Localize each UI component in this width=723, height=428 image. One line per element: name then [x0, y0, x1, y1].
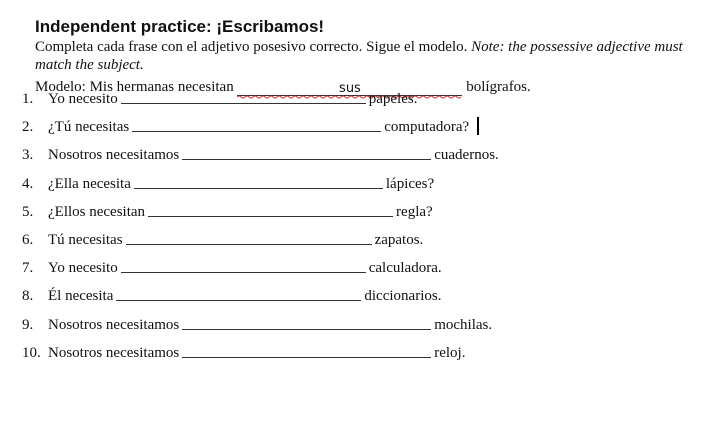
answer-blank[interactable] — [121, 258, 366, 273]
item-number: 8. — [22, 288, 34, 305]
model-answer: sus — [339, 81, 361, 96]
worksheet — [35, 16, 715, 97]
item-ending: regla? — [396, 203, 433, 220]
item-prompt: Yo necesito — [48, 91, 118, 107]
exercise-item — [22, 343, 499, 371]
exercise-item — [22, 145, 499, 173]
item-number: 6. — [22, 231, 34, 248]
answer-blank[interactable] — [182, 145, 431, 160]
exercise-item — [22, 202, 499, 230]
item-ending: papeles. — [368, 91, 418, 107]
answer-blank[interactable] — [182, 315, 431, 330]
item-prompt: ¿Ellos necesitan — [48, 203, 146, 220]
item-number: 10. — [22, 344, 41, 361]
answer-blank[interactable] — [148, 202, 393, 217]
exercise-item — [22, 315, 499, 343]
exercise-item — [22, 117, 499, 145]
exercise-item — [22, 89, 499, 117]
item-number: 3. — [22, 147, 34, 164]
item-prompt: Nosotros necesitamos — [48, 344, 180, 361]
item-ending: cuadernos. — [434, 147, 499, 164]
item-prompt: ¿Ella necesita — [48, 175, 131, 192]
instructions — [35, 38, 715, 74]
exercise-item — [22, 230, 499, 258]
item-number: 7. — [22, 260, 34, 277]
exercise-item — [22, 258, 499, 286]
item-ending: mochilas. — [434, 316, 493, 333]
instructions-text: Completa cada frase con el adjetivo posesivo correcto. Sigue el modelo. — [35, 39, 472, 55]
item-prompt: Nosotros necesitamos — [48, 316, 180, 333]
item-number: 2. — [22, 119, 34, 136]
item-ending: zapatos. — [374, 231, 424, 248]
answer-blank[interactable] — [121, 89, 366, 104]
answer-blank[interactable] — [116, 286, 361, 301]
exercise-list — [22, 89, 499, 371]
item-prompt: Tú necesitas — [48, 231, 123, 248]
answer-blank[interactable] — [126, 230, 372, 245]
item-number: 5. — [22, 203, 34, 220]
item-ending: diccionarios. — [364, 288, 442, 305]
exercise-item — [22, 174, 499, 202]
item-number: 9. — [22, 316, 34, 333]
answer-blank[interactable] — [134, 174, 383, 189]
model-prefix: Modelo: Mis hermanas necesitan — [35, 79, 234, 95]
exercise-item — [22, 286, 499, 314]
item-ending: calculadora. — [368, 260, 442, 277]
model-suffix: bolígrafos. — [466, 79, 531, 95]
instructions-note: Note: the possessive adjective must match the subject. — [35, 39, 683, 73]
item-prompt: ¿Tú necesitas — [48, 119, 130, 136]
item-prompt: Nosotros necesitamos — [48, 147, 180, 164]
item-prompt: Él necesita — [48, 288, 114, 305]
answer-blank[interactable] — [132, 117, 381, 132]
item-ending: computadora? — [384, 119, 470, 136]
item-number: 1. — [22, 91, 34, 107]
item-number: 4. — [22, 175, 34, 192]
text-cursor — [477, 117, 479, 135]
item-ending: lápices? — [385, 175, 435, 192]
page-title: Independent practice: ¡Escribamos! — [35, 17, 325, 36]
item-prompt: Yo necesito — [48, 260, 118, 277]
answer-blank[interactable] — [182, 343, 431, 358]
item-ending: reloj. — [434, 344, 466, 361]
